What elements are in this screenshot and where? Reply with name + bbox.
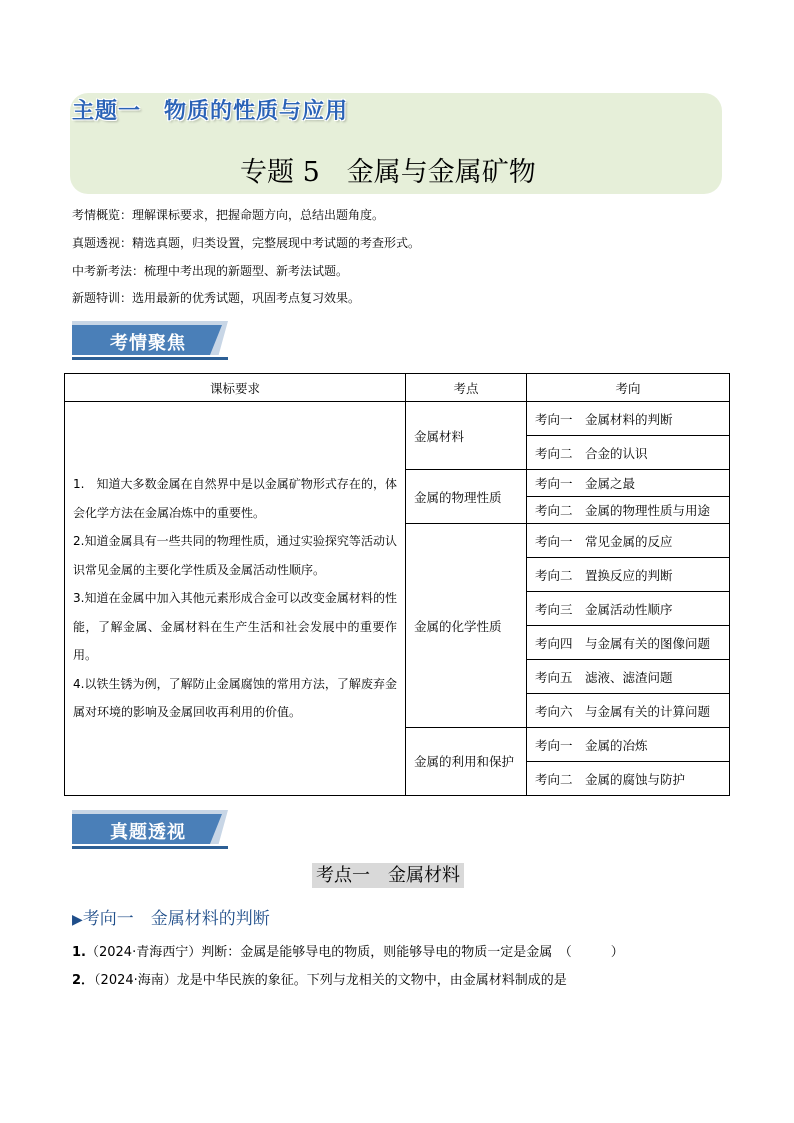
direction-cell: 考向三 金属活动性顺序 [527, 592, 730, 626]
point-cell: 金属的利用和保护 [406, 728, 527, 796]
triangle-right-icon: ▶ [72, 912, 83, 928]
question-2 [72, 969, 567, 988]
section-tag-focus-label: 考情聚焦 [110, 333, 186, 354]
requirement-1: 1. 知道大多数金属在自然界中是以金属矿物形式存在的，体会化学方法在金属冶炼中的重要性。 [73, 477, 397, 520]
question-text: 判断：金属是能够导电的物质，则能够导电的物质一定是金属 （ ） [201, 945, 624, 960]
header-requirement: 课标要求 [65, 374, 406, 402]
intro-line-overview: 考情概览：理解课标要求，把握命题方向，总结出题角度。 [72, 208, 385, 222]
direction-cell: 考向四 与金属有关的图像问题 [527, 626, 730, 660]
direction-heading-label: 考向一 金属材料的判断 [82, 909, 270, 929]
point-cell: 金属材料 [406, 402, 527, 470]
section-tag-focus [72, 321, 228, 365]
question-text: 龙是中华民族的象征。下列与龙相关的文物中，由金属材料制成的是 [176, 973, 567, 988]
question-1 [72, 941, 624, 960]
direction-cell: 考向二 金属的腐蚀与防护 [527, 762, 730, 796]
requirement-4: 4.以铁生锈为例，了解防止金属腐蚀的常用方法，了解废弃金属对环境的影响及金属回收再利用的价值。 [73, 676, 397, 720]
header-point: 考点 [406, 374, 527, 402]
requirement-3: 3.知道在金属中加入其他元素形成合金可以改变金属材料的性能，了解金属、金属材料在生产生活和社会发展中的重要作用。 [73, 591, 397, 663]
direction-cell: 考向六 与金属有关的计算问题 [527, 694, 730, 728]
direction-cell: 考向一 金属之最 [527, 470, 730, 497]
header-direction: 考向 [527, 374, 730, 402]
table-header-row [65, 374, 730, 402]
section-tag-real-label: 真题透视 [110, 822, 186, 843]
section-tag-real [72, 810, 228, 854]
point-cell: 金属的化学性质 [406, 524, 527, 728]
topic-title: 专题 5 金属与金属矿物 [240, 157, 536, 188]
direction-cell: 考向二 金属的物理性质与用途 [527, 497, 730, 524]
direction-cell: 考向一 金属的冶炼 [527, 728, 730, 762]
question-number: 1. [72, 945, 86, 960]
direction-cell: 考向五 滤液、滤渣问题 [527, 660, 730, 694]
intro-line-new-method: 中考新考法：梳理中考出现的新题型、新考法试题。 [72, 264, 349, 278]
direction-cell: 考向二 合金的认识 [527, 436, 730, 470]
direction-cell: 考向二 置换反应的判断 [527, 558, 730, 592]
curriculum-table [64, 373, 730, 796]
question-source: （2024·青海西宁） [85, 945, 202, 960]
direction-cell: 考向一 金属材料的判断 [527, 402, 730, 436]
requirement-2: 2.知道金属具有一些共同的物理性质，通过实验探究等活动认识常见金属的主要化学性质及金属活动性顺序。 [73, 534, 397, 577]
point-cell: 金属的物理性质 [406, 470, 527, 524]
intro-line-training: 新题特训：选用最新的优秀试题，巩固考点复习效果。 [72, 291, 361, 305]
question-number: 2． [72, 973, 95, 988]
direction-heading [72, 904, 270, 929]
theme-title: 主题一 物质的性质与应用 [72, 99, 349, 124]
table-row [65, 402, 730, 436]
requirement-cell [65, 402, 406, 796]
question-source: （2024·海南） [94, 973, 177, 988]
key-point-heading: 考点一 金属材料 [312, 863, 464, 888]
intro-line-real: 真题透视：精选真题，归类设置，完整展现中考试题的考查形式。 [72, 236, 421, 250]
direction-cell: 考向一 常见金属的反应 [527, 524, 730, 558]
